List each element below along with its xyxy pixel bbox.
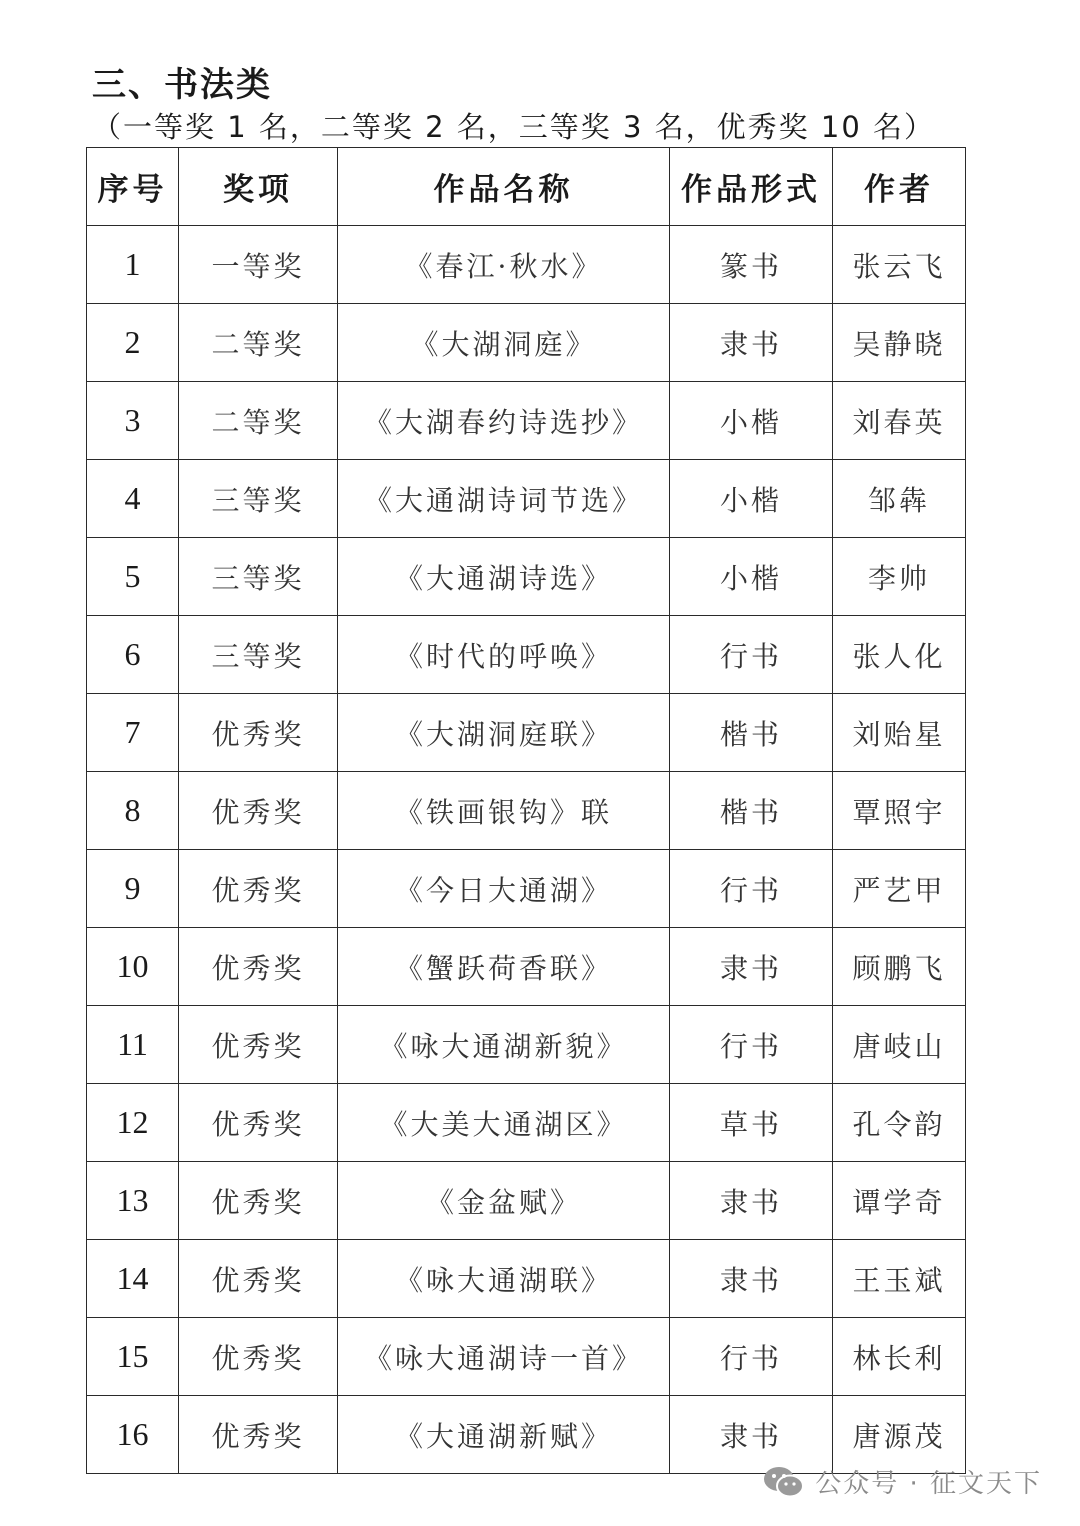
header-award: 奖项	[179, 148, 338, 226]
watermark	[763, 1463, 1042, 1500]
cell-award: 优秀奖	[179, 928, 338, 1006]
cell-form: 小楷	[670, 460, 833, 538]
cell-author: 张云飞	[833, 226, 966, 304]
cell-no: 13	[87, 1162, 179, 1240]
cell-no: 9	[87, 850, 179, 928]
cell-no: 8	[87, 772, 179, 850]
cell-award: 三等奖	[179, 538, 338, 616]
cell-title: 《大美大通湖区》	[338, 1084, 670, 1162]
cell-author: 李帅	[833, 538, 966, 616]
cell-title: 《大湖春约诗选抄》	[338, 382, 670, 460]
cell-form: 行书	[670, 850, 833, 928]
cell-title: 《蟹跃荷香联》	[338, 928, 670, 1006]
table-row	[87, 928, 966, 1006]
cell-award: 优秀奖	[179, 1396, 338, 1474]
header-author: 作者	[833, 148, 966, 226]
cell-form: 行书	[670, 1318, 833, 1396]
cell-form: 隶书	[670, 928, 833, 1006]
cell-author: 林长利	[833, 1318, 966, 1396]
cell-no: 14	[87, 1240, 179, 1318]
header-form: 作品形式	[670, 148, 833, 226]
cell-form: 草书	[670, 1084, 833, 1162]
cell-form: 篆书	[670, 226, 833, 304]
cell-title: 《金盆赋》	[338, 1162, 670, 1240]
cell-author: 顾鹏飞	[833, 928, 966, 1006]
awards-table	[86, 147, 966, 1474]
cell-award: 三等奖	[179, 460, 338, 538]
cell-no: 4	[87, 460, 179, 538]
table-row	[87, 1240, 966, 1318]
cell-award: 二等奖	[179, 382, 338, 460]
table-row	[87, 460, 966, 538]
cell-author: 张人化	[833, 616, 966, 694]
cell-form: 楷书	[670, 694, 833, 772]
cell-no: 2	[87, 304, 179, 382]
cell-title: 《咏大通湖联》	[338, 1240, 670, 1318]
table-row	[87, 616, 966, 694]
header-no: 序号	[87, 148, 179, 226]
table-row	[87, 1162, 966, 1240]
cell-form: 行书	[670, 616, 833, 694]
cell-award: 优秀奖	[179, 1162, 338, 1240]
cell-title: 《大通湖新赋》	[338, 1396, 670, 1474]
cell-award: 优秀奖	[179, 850, 338, 928]
table-row	[87, 382, 966, 460]
cell-award: 优秀奖	[179, 1006, 338, 1084]
cell-title: 《今日大通湖》	[338, 850, 670, 928]
table-row	[87, 1006, 966, 1084]
wechat-icon	[763, 1465, 805, 1499]
cell-form: 楷书	[670, 772, 833, 850]
cell-form: 小楷	[670, 538, 833, 616]
cell-title: 《铁画银钩》联	[338, 772, 670, 850]
cell-title: 《大通湖诗选》	[338, 538, 670, 616]
table-row	[87, 850, 966, 928]
cell-author: 刘贻星	[833, 694, 966, 772]
cell-award: 一等奖	[179, 226, 338, 304]
cell-no: 15	[87, 1318, 179, 1396]
cell-author: 刘春英	[833, 382, 966, 460]
cell-title: 《时代的呼唤》	[338, 616, 670, 694]
cell-award: 优秀奖	[179, 1084, 338, 1162]
cell-form: 隶书	[670, 1240, 833, 1318]
watermark-text: 公众号 · 征文天下	[815, 1469, 1042, 1499]
cell-author: 谭学奇	[833, 1162, 966, 1240]
cell-title: 《咏大通湖诗一首》	[338, 1318, 670, 1396]
cell-no: 10	[87, 928, 179, 1006]
cell-award: 三等奖	[179, 616, 338, 694]
cell-title: 《大通湖诗词节选》	[338, 460, 670, 538]
cell-award: 优秀奖	[179, 772, 338, 850]
table-header-row	[87, 148, 966, 226]
cell-author: 严艺甲	[833, 850, 966, 928]
cell-author: 孔令韵	[833, 1084, 966, 1162]
cell-form: 隶书	[670, 1162, 833, 1240]
cell-no: 1	[87, 226, 179, 304]
cell-no: 3	[87, 382, 179, 460]
cell-form: 隶书	[670, 1396, 833, 1474]
cell-no: 6	[87, 616, 179, 694]
table-row	[87, 538, 966, 616]
cell-title: 《大湖洞庭联》	[338, 694, 670, 772]
header-title: 作品名称	[338, 148, 670, 226]
table-row	[87, 694, 966, 772]
cell-author: 王玉斌	[833, 1240, 966, 1318]
cell-award: 优秀奖	[179, 694, 338, 772]
cell-form: 行书	[670, 1006, 833, 1084]
cell-title: 《春江·秋水》	[338, 226, 670, 304]
table-row	[87, 304, 966, 382]
table-row	[87, 1084, 966, 1162]
cell-no: 16	[87, 1396, 179, 1474]
table-row	[87, 1318, 966, 1396]
cell-award: 优秀奖	[179, 1318, 338, 1396]
cell-title: 《大湖洞庭》	[338, 304, 670, 382]
cell-award: 二等奖	[179, 304, 338, 382]
section-subtitle: （一等奖 1 名，二等奖 2 名，三等奖 3 名，优秀奖 10 名）	[92, 110, 936, 144]
cell-title: 《咏大通湖新貌》	[338, 1006, 670, 1084]
cell-no: 12	[87, 1084, 179, 1162]
cell-author: 唐源茂	[833, 1396, 966, 1474]
cell-no: 11	[87, 1006, 179, 1084]
cell-no: 5	[87, 538, 179, 616]
cell-form: 小楷	[670, 382, 833, 460]
cell-author: 唐岐山	[833, 1006, 966, 1084]
cell-author: 吴静晓	[833, 304, 966, 382]
table-row	[87, 1396, 966, 1474]
cell-author: 覃照宇	[833, 772, 966, 850]
cell-award: 优秀奖	[179, 1240, 338, 1318]
section-title: 三、书法类	[92, 65, 272, 105]
cell-no: 7	[87, 694, 179, 772]
table-row	[87, 772, 966, 850]
cell-form: 隶书	[670, 304, 833, 382]
cell-author: 邹犇	[833, 460, 966, 538]
table-body	[87, 226, 966, 1474]
table-row	[87, 226, 966, 304]
